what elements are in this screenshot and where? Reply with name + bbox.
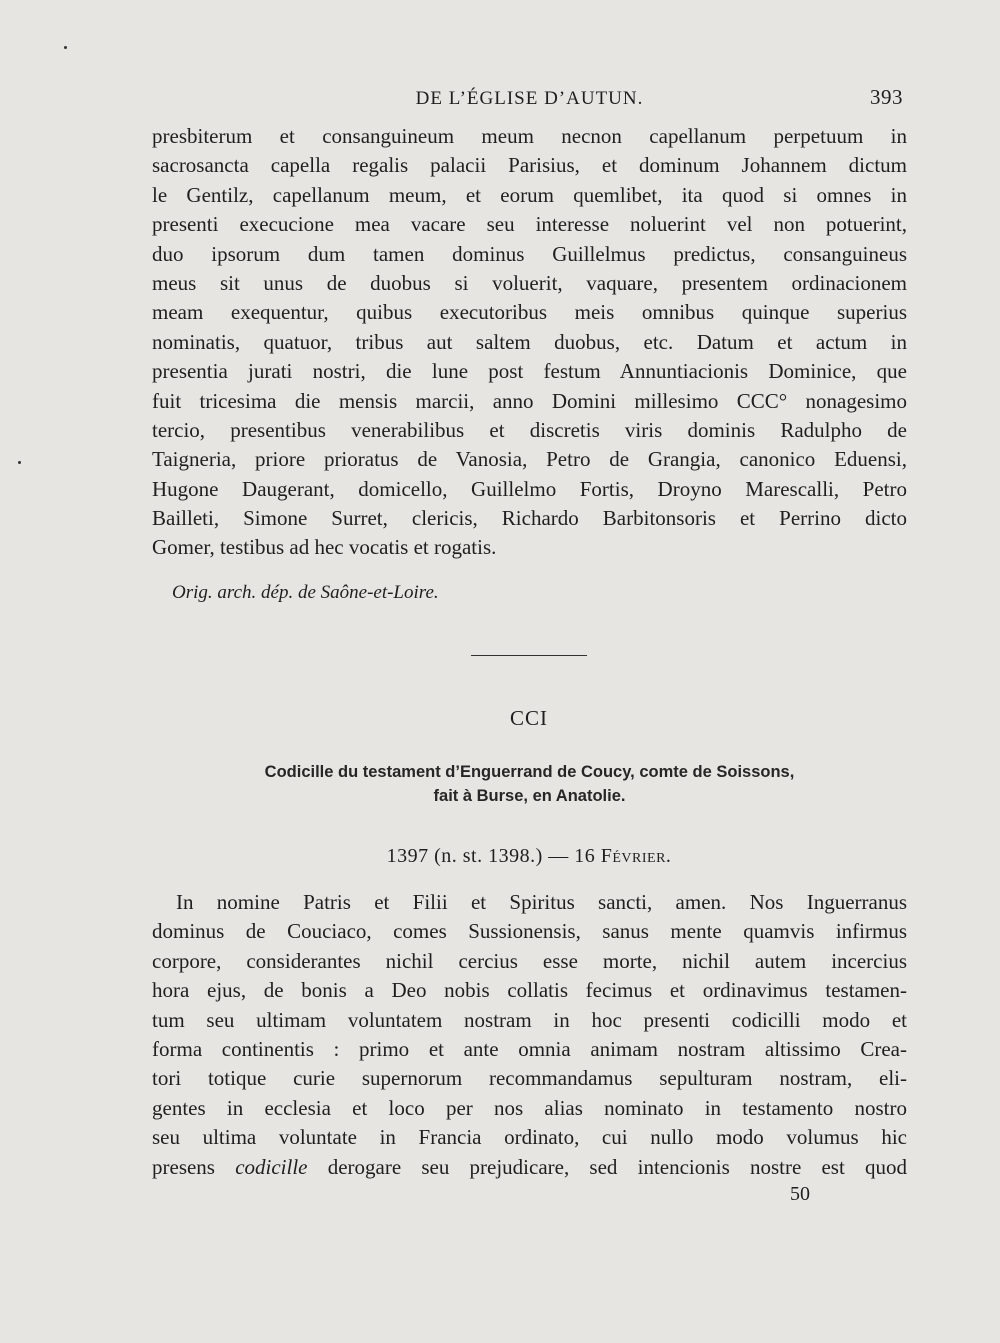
text-line: gentes in ecclesia et loco per nos alias nominato in testamento nostro <box>152 1095 907 1120</box>
text-line: Taigneria, priore prioratus de Vanosia, Petro de Grangia, canonico Eduensi, <box>152 447 907 472</box>
document-summary <box>152 760 907 808</box>
text-line: In nomine Patris et Filii et Spiritus sancti, amen. Nos Inguerranus <box>176 890 907 914</box>
date-month: Février. <box>600 845 672 867</box>
text-line: meam exequentur, quibus executoribus meis omnibus quinque superius <box>152 300 907 325</box>
text-segment: derogare seu prejudicare, sed intencionis nostre est quod <box>307 1154 907 1179</box>
document-date <box>0 845 1000 868</box>
date-text: 1397 (n. st. 1398.) — 16 <box>386 845 601 867</box>
page-number: 393 <box>870 85 903 109</box>
signature-mark: 50 <box>790 1183 810 1205</box>
italic-term: codicille <box>235 1154 308 1179</box>
source-citation: Orig. arch. dép. de Saône-et-Loire. <box>172 582 439 603</box>
document-text <box>152 888 907 1182</box>
text-line: le Gentilz, capellanum meum, et eorum quemlibet, ita quod si omnes in <box>152 182 907 207</box>
text-line: seu ultima voluntate in Francia ordinato, cui nullo modo volumus hic <box>152 1125 907 1150</box>
text-line: Bailleti, Simone Surret, clericis, Richardo Barbitonsoris et Perrino dicto <box>152 506 907 531</box>
stray-dot-middle <box>18 461 21 464</box>
running-head <box>152 85 907 114</box>
text-line: forma continentis : primo et ante omnia animam nostram altissimo Crea- <box>152 1036 907 1061</box>
text-line: meus sit unus de duobus si voluerit, vaquare, presentem ordinacionem <box>152 270 907 295</box>
document-number: CCI <box>509 706 548 730</box>
previous-document-text <box>152 122 907 563</box>
text-line: fuit tricesima die mensis marcii, anno Domini millesimo CCC° nonagesimo <box>152 388 907 413</box>
text-line-last <box>152 1153 907 1182</box>
text-segment: presens <box>152 1154 236 1179</box>
text-line: presbiterum et consanguineum meum necnon capellanum perpetuum in <box>152 124 907 148</box>
text-line: sacrosancta capella regalis palacii Parisius, et dominum Johannem dictum <box>152 153 907 178</box>
text-line: tercio, presentibus venerabilibus et discretis viris dominis Radulpho de <box>152 417 907 442</box>
text-line: Hugone Daugerant, domicello, Guillelmo Fortis, Droyno Marescalli, Petro <box>152 476 907 501</box>
text-line: duo ipsorum dum tamen dominus Guillelmus predictus, consanguineus <box>152 241 907 266</box>
summary-line: fait à Burse, en Anatolie. <box>433 787 626 805</box>
text-line: dominus de Couciaco, comes Sussionensis, sanus mente quamvis infirmus <box>152 919 907 944</box>
text-line: presentia jurati nostri, die lune post festum Annuntiacionis Dominice, que <box>152 359 907 384</box>
text-line: presenti execucione mea vacare seu interesse noluerint vel non potuerint, <box>152 212 907 237</box>
text-line: tum seu ultimam voluntatem nostram in hoc presenti codicilli modo et <box>152 1007 907 1032</box>
text-line: hora ejus, de bonis a Deo nobis collatis fecimus et ordinavimus testamen- <box>152 978 907 1003</box>
text-line: corpore, considerantes nichil cercius esse morte, nichil autem incercius <box>152 948 907 973</box>
text-line: nominatis, quatuor, tribus aut saltem duobus, etc. Datum et actum in <box>152 329 907 354</box>
summary-line: Codicille du testament d’Enguerrand de Coucy, comte de Soissons, <box>264 763 795 781</box>
stray-dot-top <box>64 46 67 49</box>
text-line: Gomer, testibus ad hec vocatis et rogatis. <box>152 535 497 560</box>
text-line: tori totique curie supernorum recommandamus sepulturam nostram, eli- <box>152 1066 907 1091</box>
section-divider <box>471 655 587 656</box>
running-title: DE L’ÉGLISE D’AUTUN. <box>415 88 644 109</box>
